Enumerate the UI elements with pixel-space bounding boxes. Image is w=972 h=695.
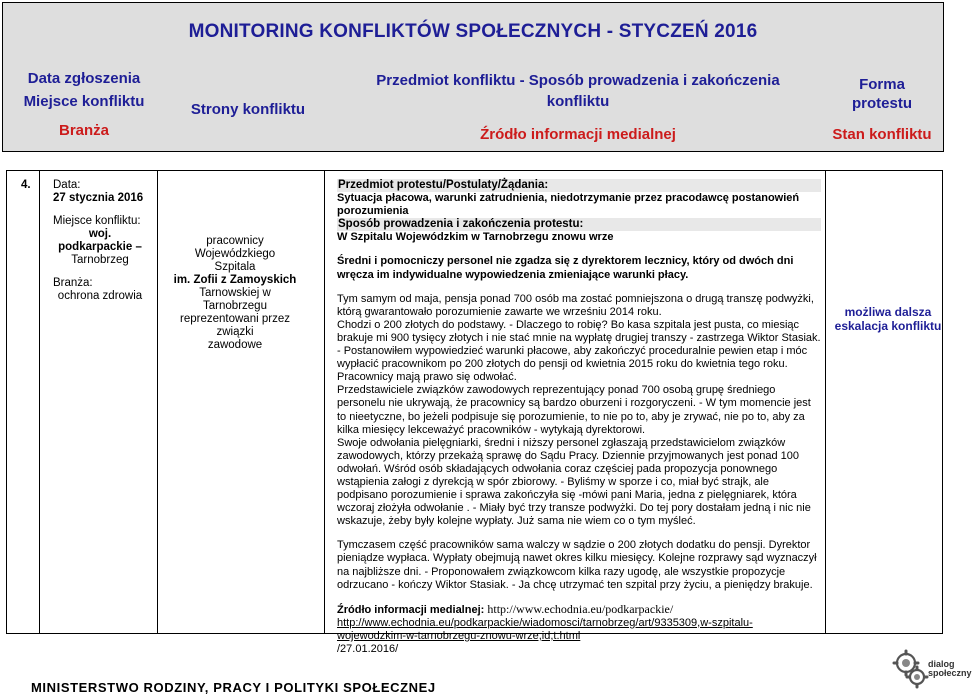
strony-line: Szpitala xyxy=(214,261,256,273)
data-value: 27 stycznia 2016 xyxy=(53,192,144,204)
header-col-data xyxy=(9,69,159,140)
page-title: MONITORING KONFLIKTÓW SPOŁECZNYCH - STYCZEŃ 2016 xyxy=(188,21,758,42)
przedmiot-cell xyxy=(337,179,821,656)
header-przedmiot: Przedmiot konfliktu - Sposób prowadzenia i zakończenia xyxy=(376,72,780,89)
data-label: Data: xyxy=(53,179,81,191)
header-protestu: protestu xyxy=(852,95,912,112)
logo-text xyxy=(928,660,972,678)
header-branza: Branża xyxy=(58,122,110,139)
divider xyxy=(39,171,40,633)
row-number: 4. xyxy=(21,179,31,191)
header-zrodlo: Źródło informacji medialnej xyxy=(480,126,676,143)
header-strony: Strony konfliktu xyxy=(190,101,306,118)
table-header xyxy=(2,2,944,152)
przedmiot-heading: Przedmiot protestu/Postulaty/Żądania: xyxy=(337,179,821,192)
sposob-title: W Szpitalu Wojewódzkim w Tarnobrzegu znowu wrze xyxy=(337,231,614,244)
article-paragraph: Tym samym od maja, pensja ponad 700 osób ma zostać pomniejszona o drugą transzę podwyżki, którą gwarantowało porozumienie zawarte we wrześniu 2014 roku. xyxy=(337,292,814,318)
row-data-cell xyxy=(51,179,149,313)
source-url-short: http://www.echodnia.eu/podkarpackie/ xyxy=(487,601,674,616)
article-paragraph: Chodzi o 200 złotych do podstawy. - Dlaczego to robię? Bo kasa szpitala jest pusta, co miesiąc brakuje mi 900 tysięcy złotych i nie stać mnie na wypłatę drugiej transzy - zastrzega Wiktor Stasiak. - Postanowiłem wypowiedzieć warunki płacowe, aby zakończyć proceduralnie pewien etap i móc wypłacić pracownikom po 200 złotych do pensji od kwietnia 2015 roku do kwietnia tego roku. Pracownicy mają prawo się odwołać. xyxy=(337,318,821,384)
header-stan: Stan konfliktu xyxy=(832,126,932,143)
header-forma: Forma xyxy=(859,76,905,93)
article-paragraph: Tymczasem część pracowników sama walczy w sądzie o 200 złotych dodatku do pensji. Dyrektor pieniądze wypłaca. Wypłaty obejmują nawet okres kilku miesięcy. Kolejne rozprawy sąd wyznaczył na najbliższe dni. - Proponowałem związkowcom kilka razy ugodę, ale wszystkie propozycje odrzucano - kończy Wiktor Stasiak. - Ja chcę utrzymać ten szpital przy życiu, a pieniędzy brakuje. xyxy=(337,539,817,591)
header-col-przedmiot xyxy=(333,71,823,144)
miejsce-label: Miejsce konfliktu: xyxy=(53,215,141,227)
miejsce-value: woj. podkarpackie – xyxy=(58,228,142,253)
branza-value: ochrona zdrowia xyxy=(57,290,143,302)
przedmiot-text: Sytuacja płacowa, warunki zatrudnienia, niedotrzymanie przez pracodawcę postanowień porozumienia xyxy=(337,192,800,218)
logo-line: społeczny xyxy=(928,668,972,678)
sposob-heading: Sposób prowadzenia i zakończenia protestu: xyxy=(337,218,821,231)
source-link[interactable]: http://www.echodnia.eu/podkarpackie/wiadomosci/tarnobrzeg/art/9335309,w-szpitalu-wojewodzkim-w-tarnobrzegu-znowu-wrze,id,t.html xyxy=(337,616,753,642)
strony-line: im. Zofii z Zamoyskich xyxy=(173,274,297,286)
header-col-forma xyxy=(823,75,941,144)
header-konfliktu: konfliktu xyxy=(546,93,610,110)
strony-line: reprezentowani przez związki xyxy=(180,313,290,338)
article-lead: Średni i pomocniczy personel nie zgadza się z dyrektorem lecznicy, który od dwóch dni wręcza im indywidualne wypowiedzenia zmieniające warunki płacy. xyxy=(337,255,794,281)
source-date: /27.01.2016/ xyxy=(337,643,399,655)
miejsce-value-city: Tarnobrzeg xyxy=(71,254,129,266)
article-paragraph: Swoje odwołania pielęgniarki, średni i niższy personel zgłaszają przedstawicielom związków zawodowych, którzy przekażą sprawę do Sądu Pracy. Dziennie przyjmowanych jest ponad 100 odwołań. Wśród osób składających odwołania coraz częściej pada propozycja ponownego wstąpienia załogi z dyrekcją w spór zbiorowy. - Byliśmy w sporze i co, miał być strajk, ale podpisano porozumienie i sprawa zakończyła się -mówi pani Maria, jedna z pielęgniarek, która wczoraj złożyła odwołanie . - Miały być trzy transze podwyżki. Do tej pory dostałam jedną i nic nie wskazuje, żeby były kolejne wypłaty. Już sama nie wiem co o tym myśleć. xyxy=(337,436,811,528)
forma-cell: możliwa dalsza eskalacja konfliktu xyxy=(834,305,942,333)
strony-line: pracownicy Wojewódzkiego xyxy=(194,235,276,260)
conflict-table xyxy=(6,170,943,655)
header-data-zgloszenia: Data zgłoszenia xyxy=(27,70,141,87)
header-miejsce: Miejsce konfliktu xyxy=(23,93,145,110)
logo-line: dialog xyxy=(928,659,955,669)
divider xyxy=(157,171,158,633)
source-label: Źródło informacji medialnej: xyxy=(337,603,485,616)
divider xyxy=(825,171,826,633)
branza-label: Branża: xyxy=(53,277,93,289)
header-col-strony xyxy=(173,100,323,119)
divider xyxy=(324,171,325,633)
ministry-footer: MINISTERSTWO RODZINY, PRACY I POLITYKI SPOŁECZNEJ xyxy=(31,680,436,695)
article-paragraph: Przedstawiciele związków zawodowych reprezentujący ponad 700 osobą grupę średniego personelu nie ukrywają, że pracownicy są bardzo oburzeni i rozgoryczeni. - W tym momencie jest to nieetyczne, bo jeżeli podpisuje się porozumienie, to nie po to, aby je zrywać, nie po to, aby za kilka miesięcy lekceważyć pracowników - wytykają dyrektorowi. xyxy=(337,384,811,436)
strony-cell xyxy=(173,235,297,352)
strony-line: Tarnowskiej w Tarnobrzegu xyxy=(199,287,271,312)
strony-line: zawodowe xyxy=(207,339,263,351)
